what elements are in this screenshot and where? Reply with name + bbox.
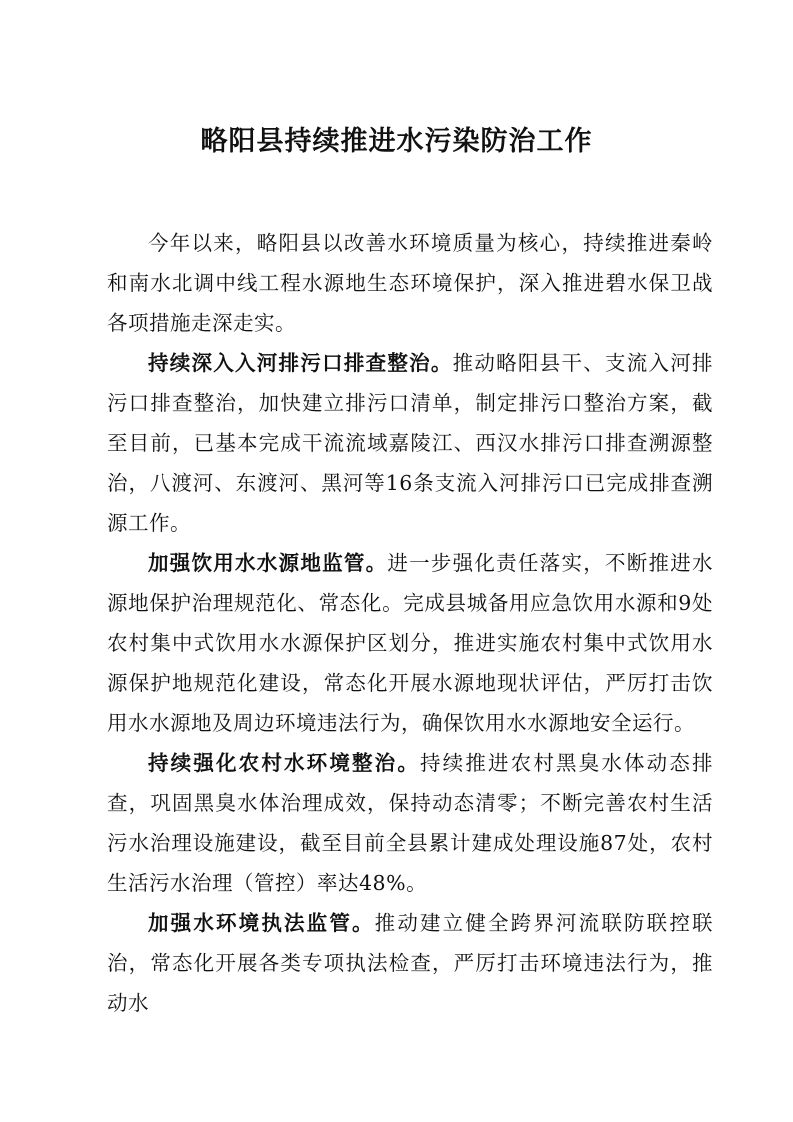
paragraph-outfall-inspection xyxy=(107,343,713,543)
paragraph-heading: 持续深入入河排污口排查整治。 xyxy=(148,351,453,375)
paragraph-heading: 持续强化农村水环境整治。 xyxy=(148,751,420,775)
paragraph-heading: 加强水环境执法监管。 xyxy=(148,911,375,935)
paragraph-heading: 加强饮用水水源地监管。 xyxy=(148,551,388,575)
paragraph-text: 进一步强化责任落实，不断推进水源地保护治理规范化、常态化。完成县城备用应急饮用水源和9处农村集中式饮用水水源保护区划分，推进实施农村集中式饮用水源保护地规范化建设，常态化开展水源地现状评估，严厉打击饮用水水源地及周边环境违法行为，确保饮用水水源地安全运行。 xyxy=(107,551,713,735)
paragraph-intro xyxy=(107,223,713,343)
paragraph-water-source xyxy=(107,543,713,743)
document-title: 略阳县持续推进水污染防治工作 xyxy=(200,126,593,157)
paragraph-text: 今年以来，略阳县以改善水环境质量为核心，持续推进秦岭和南水北调中线工程水源地生态环境保护，深入推进碧水保卫战各项措施走深走实。 xyxy=(107,231,713,335)
paragraph-rural-water xyxy=(107,743,713,903)
document-body xyxy=(107,223,713,1023)
paragraph-text: 持续推进农村黑臭水体动态排查，巩固黑臭水体治理成效，保持动态清零；不断完善农村生活污水治理设施建设，截至目前全县累计建成处理设施87处，农村生活污水治理（管控）率达48%。 xyxy=(107,751,713,895)
paragraph-text: 推动略阳县干、支流入河排污口排查整治，加快建立排污口清单，制定排污口整治方案，截至目前，已基本完成干流流域嘉陵江、西汉水排污口排查溯源整治，八渡河、东渡河、黑河等16条支流入河排污口已完成排查溯源工作。 xyxy=(107,351,713,535)
paragraph-enforcement xyxy=(107,903,713,1023)
paragraph-text: 推动建立健全跨界河流联防联控联治，常态化开展各类专项执法检查，严厉打击环境违法行为，推动水 xyxy=(107,911,714,1015)
